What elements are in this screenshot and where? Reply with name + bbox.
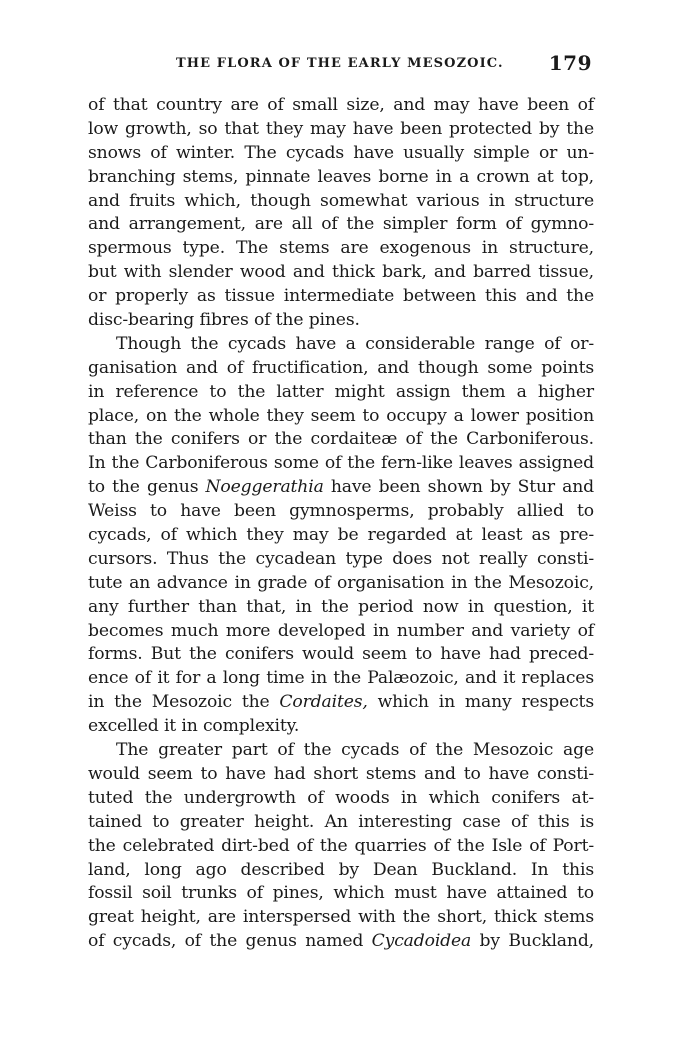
text-line: In the Carboniferous some of the fern-like leaves assigned xyxy=(88,453,594,474)
text-line: or properly as tissue intermediate between this and the xyxy=(88,286,594,307)
text-line: spermous type. The stems are exogenous in structure, xyxy=(88,238,594,259)
text-line: ence of it for a long time in the Palæozoic, and it replaces xyxy=(88,668,594,689)
book-page xyxy=(88,51,594,954)
italic-genus-name: Cycadoidea xyxy=(371,931,472,952)
text-line: Though the cycads have a considerable range of or- xyxy=(116,333,594,354)
page-number: 179 xyxy=(548,51,592,75)
text-line: any further than that, in the period now in question, it xyxy=(88,596,594,617)
italic-genus-name: Noeggerathia xyxy=(205,477,324,498)
text-line: place, on the whole they seem to occupy a lower position xyxy=(88,405,594,426)
italic-genus-name: Cordaites, xyxy=(279,692,368,713)
text-line: the celebrated dirt-bed of the quarries of the Isle of Port- xyxy=(88,835,594,856)
text-line: of that country are of small size, and may have been of xyxy=(88,95,594,115)
text-line: tute an advance in grade of organisation in the Mesozoic, xyxy=(88,572,594,593)
text-line: ganisation and of fructification, and though some points xyxy=(88,357,594,378)
text-line: low growth, so that they may have been protected by the xyxy=(88,118,594,139)
text-line: than the conifers or the cordaiteæ of the Carboniferous. xyxy=(88,429,594,450)
body-text xyxy=(88,94,594,954)
text-line: in reference to the latter might assign them a higher xyxy=(88,381,594,402)
text-line: Weiss to have been gymnosperms, probably allied to xyxy=(88,501,594,522)
text-line: land, long ago described by Dean Buckland. In this xyxy=(88,859,594,880)
text-line: of cycads, of the genus named Cycadoidea by Buckland, xyxy=(88,931,594,952)
text-line: in the Mesozoic the Cordaites, which in many respects xyxy=(88,692,594,713)
running-head xyxy=(88,51,594,82)
text-line: and arrangement, are all of the simpler form of gymno- xyxy=(88,214,594,235)
text-line: fossil soil trunks of pines, which must have attained to xyxy=(88,883,594,904)
text-line: and fruits which, though somewhat various in structure xyxy=(88,190,594,211)
text-line: great height, are interspersed with the short, thick stems xyxy=(88,907,594,928)
running-title: THE FLORA OF THE EARLY MESOZOIC. xyxy=(176,56,504,71)
text-line: The greater part of the cycads of the Mesozoic age xyxy=(116,740,594,761)
text-line: tuted the undergrowth of woods in which conifers at- xyxy=(88,787,594,808)
text-line: forms. But the conifers would seem to have had preced- xyxy=(88,644,594,665)
text-line: cursors. Thus the cycadean type does not really consti- xyxy=(88,548,594,569)
text-line: disc-bearing fibres of the pines. xyxy=(88,310,360,331)
text-line: to the genus Noeggerathia have been shown by Stur and xyxy=(88,477,594,498)
text-line: excelled it in complexity. xyxy=(88,716,300,737)
text-line: snows of winter. The cycads have usually simple or un- xyxy=(88,142,594,163)
text-line: branching stems, pinnate leaves borne in a crown at top, xyxy=(88,166,594,187)
text-line: would seem to have had short stems and to have consti- xyxy=(88,763,594,784)
text-line: but with slender wood and thick bark, and barred tissue, xyxy=(88,262,594,283)
text-line: becomes much more developed in number and variety of xyxy=(88,620,594,641)
text-line: tained to greater height. An interesting case of this is xyxy=(88,811,594,832)
text-line: cycads, of which they may be regarded at least as pre- xyxy=(88,525,594,546)
